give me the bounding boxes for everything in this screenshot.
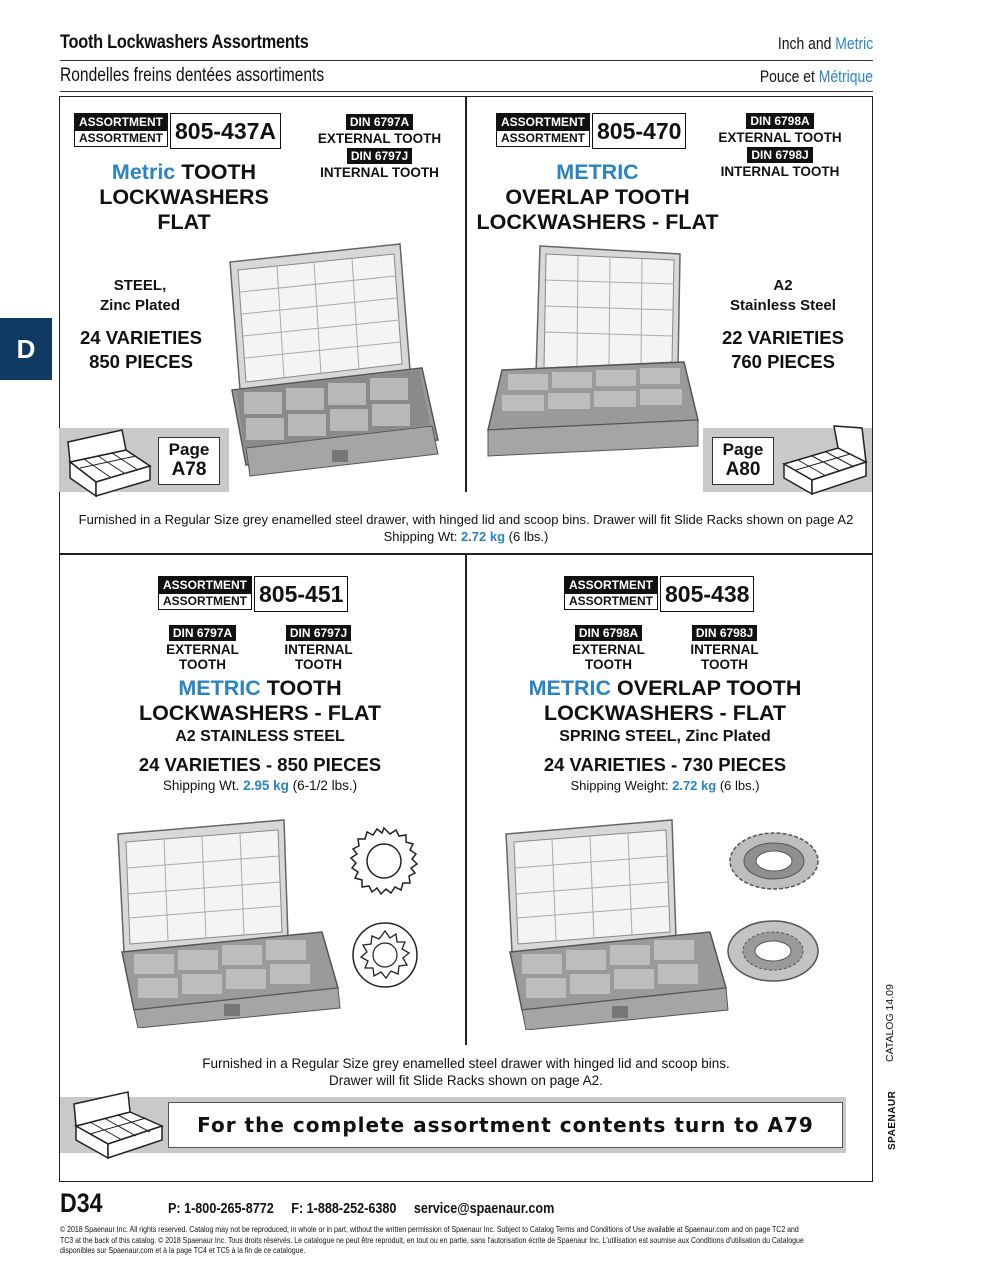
- assortment-number: 805-451: [254, 576, 348, 612]
- drawer-note-top: [62, 511, 870, 545]
- din-block-p2: [710, 112, 850, 179]
- title-text: TOOTH: [175, 160, 257, 184]
- material-line: A2: [773, 277, 793, 294]
- varieties: 24 VARIETIES: [79, 327, 202, 348]
- header-rule: [60, 60, 873, 61]
- page-title: Tooth Lockwashers Assortments: [60, 32, 309, 53]
- din-text: INTERNAL TOOTH: [720, 164, 840, 179]
- page-title-fr: Rondelles freins dentées assortiments: [60, 65, 325, 86]
- page-label: Page: [722, 440, 764, 459]
- din-external-p4: [556, 624, 661, 672]
- assortment-badge-805-437a: [74, 113, 281, 149]
- quantity-p1: [66, 326, 216, 374]
- units-fr-prefix: Pouce et: [759, 67, 819, 86]
- banner-text: For the complete assortment contents turn to A79: [197, 1113, 814, 1137]
- page-number: D34: [60, 1188, 103, 1218]
- page-ref-a78[interactable]: [158, 437, 220, 485]
- material: SPRING STEEL, Zinc Plated: [559, 728, 771, 745]
- din-text: TOOTH: [701, 657, 748, 672]
- external-overlap-washer-icon: [728, 830, 820, 892]
- shipping-lbs: (6 lbs.): [716, 778, 760, 793]
- din-block-p1: [312, 113, 447, 180]
- copyright-line: disponibles sur Spaenaur.com et à la page TC4 et TC5 à la fin de ce catalogue.: [60, 1245, 306, 1255]
- assortment-label-fr: ASSORTMENT: [74, 130, 168, 147]
- title-line: OVERLAP TOOTH: [505, 185, 690, 209]
- title-line: LOCKWASHERS - FLAT: [138, 701, 382, 725]
- shipping-kg: 2.72 kg: [460, 529, 506, 544]
- material-p1: [70, 276, 210, 316]
- din-internal-p3: [266, 624, 371, 672]
- assortment-number: 805-437A: [170, 113, 281, 149]
- shipping-label: Shipping Weight:: [570, 778, 673, 793]
- product-title-p1: [64, 160, 304, 235]
- divider-top: [465, 97, 467, 492]
- assortment-label-fr: ASSORTMENT: [564, 593, 658, 610]
- din-badge: DIN 6797A: [169, 625, 236, 641]
- assortment-number: 805-438: [660, 576, 754, 612]
- page-label: Page: [168, 440, 210, 459]
- title-highlight: METRIC: [528, 676, 612, 700]
- din-text: TOOTH: [585, 657, 632, 672]
- title-line: LOCKWASHERS - FLAT: [476, 210, 719, 234]
- footer-contact: [168, 1200, 554, 1217]
- shipping-kg: 2.95 kg: [243, 778, 289, 793]
- din-text: EXTERNAL: [166, 642, 239, 657]
- material-line: Stainless Steel: [730, 297, 836, 314]
- din-text: EXTERNAL: [572, 642, 645, 657]
- din-text: EXTERNAL TOOTH: [317, 131, 442, 146]
- internal-tooth-washer-icon: [350, 920, 420, 990]
- section-tab[interactable]: D: [0, 318, 52, 380]
- units-fr: [760, 67, 873, 87]
- shipping-label: Shipping Wt:: [383, 529, 461, 544]
- divider-bottom: [465, 555, 467, 1045]
- din-badge: DIN 6798A: [575, 625, 642, 641]
- drawer-image: [500, 818, 735, 1030]
- din-text: INTERNAL: [690, 642, 759, 657]
- copyright-notice: [60, 1224, 872, 1256]
- assortment-label: ASSORTMENT: [74, 113, 168, 130]
- drawer-note-bottom: [62, 1055, 870, 1089]
- drawer-icon: [778, 424, 870, 496]
- material: A2 STAINLESS STEEL: [175, 728, 345, 745]
- shipping-lbs: (6-1/2 lbs.): [288, 778, 358, 793]
- title-highlight: METRIC: [556, 160, 639, 184]
- header-rule-fr: [60, 91, 873, 92]
- quantity-p2: [708, 326, 858, 374]
- units-en-metric: Metric: [835, 34, 873, 53]
- assortment-badge-805-451: [158, 576, 348, 612]
- page-number: A80: [725, 459, 761, 480]
- catalog-version: CATALOG 14.09: [884, 984, 896, 1062]
- assortment-label-fr: ASSORTMENT: [496, 130, 590, 147]
- din-badge: DIN 6797J: [286, 625, 351, 641]
- units-en-prefix: Inch and: [777, 34, 836, 53]
- pieces: 760 PIECES: [731, 351, 835, 372]
- din-text: TOOTH: [179, 657, 226, 672]
- din-external-p3: [150, 624, 255, 672]
- internal-overlap-washer-icon: [726, 918, 820, 984]
- din-badge: DIN 6797J: [347, 148, 412, 164]
- drawer-note-line: Furnished in a Regular Size grey enamelled steel drawer, with hinged lid and scoop bins. Drawer will fit Slide Racks shown on page A2: [78, 512, 854, 527]
- assortment-label: ASSORTMENT: [158, 576, 252, 593]
- drawer-image: [112, 818, 347, 1028]
- product-title-p4: [494, 676, 836, 794]
- material-line: STEEL,: [113, 277, 167, 294]
- varieties-pieces: 24 VARIETIES - 850 PIECES: [138, 754, 382, 775]
- footer-fax[interactable]: F: 1-888-252-6380: [291, 1200, 397, 1217]
- copyright-line: TC3 at the back of this catalog. © 2018 Spaenaur Inc. Tous droits réservés. Le catalogue ne peut être reproduit, en tout ou en partie, sans l'autorisation écrite de Spaenaur Inc. L'utilisation est soumise aux Conditions d'utilisation du Catalogue: [60, 1234, 804, 1245]
- din-badge: DIN 6797A: [346, 114, 413, 130]
- title-line: FLAT: [157, 210, 211, 234]
- title-highlight: METRIC: [178, 676, 261, 700]
- material-line: Zinc Plated: [99, 297, 181, 314]
- title-line: LOCKWASHERS - FLAT: [543, 701, 787, 725]
- external-tooth-washer-icon: [348, 825, 420, 897]
- page-ref-a80[interactable]: [712, 437, 774, 485]
- units-fr-metric: Métrique: [818, 67, 873, 86]
- drawer-image: [484, 240, 706, 460]
- shipping-label: Shipping Wt.: [162, 778, 244, 793]
- banner-box[interactable]: [168, 1102, 843, 1148]
- assortment-badge-805-438: [564, 576, 754, 612]
- product-title-p3: [90, 676, 430, 794]
- shipping-kg: 2.72 kg: [672, 778, 717, 793]
- product-title-p2: [470, 160, 725, 235]
- brand-logo: SPAENAUR: [887, 1090, 898, 1150]
- footer-email[interactable]: service@spaenaur.com: [413, 1200, 555, 1217]
- page-number: A78: [171, 459, 207, 480]
- footer-phone[interactable]: P: 1-800-265-8772: [168, 1200, 274, 1217]
- din-badge: DIN 6798J: [692, 625, 757, 641]
- drawer-note-line: Drawer will fit Slide Racks shown on page A2.: [329, 1073, 603, 1088]
- din-badge: DIN 6798J: [747, 147, 812, 163]
- drawer-note-line: Furnished in a Regular Size grey enamelled steel drawer with hinged lid and scoop bins.: [202, 1056, 730, 1071]
- pieces: 850 PIECES: [89, 351, 193, 372]
- assortment-badge-805-470: [496, 113, 686, 149]
- assortment-label: ASSORTMENT: [496, 113, 590, 130]
- units-en: [778, 34, 873, 54]
- din-text: INTERNAL: [284, 642, 353, 657]
- drawer-icon: [70, 1090, 170, 1160]
- assortment-label-fr: ASSORTMENT: [158, 593, 252, 610]
- title-highlight: Metric: [111, 160, 176, 184]
- varieties: 22 VARIETIES: [721, 327, 844, 348]
- assortment-number: 805-470: [592, 113, 686, 149]
- din-text: EXTERNAL TOOTH: [718, 130, 842, 145]
- assortment-label: ASSORTMENT: [564, 576, 658, 593]
- din-text: TOOTH: [295, 657, 342, 672]
- title-line: LOCKWASHERS: [99, 185, 269, 209]
- din-internal-p4: [672, 624, 777, 672]
- varieties-pieces: 24 VARIETIES - 730 PIECES: [543, 754, 787, 775]
- material-p2: [712, 276, 854, 316]
- copyright-line: © 2018 Spaenaur Inc. All rights reserved. Catalog may not be reproduced, in whole or in part, without the written permission of Spaenaur Inc. Subject to Catalog Terms and Conditions of Use available at Spaenaur.com and on page TC2 and: [60, 1224, 799, 1234]
- din-badge: DIN 6798A: [746, 113, 813, 129]
- title-text: TOOTH: [260, 676, 342, 700]
- drawer-image: [222, 240, 444, 480]
- din-text: INTERNAL TOOTH: [320, 165, 439, 180]
- title-text: OVERLAP TOOTH: [611, 676, 802, 700]
- shipping-lbs: (6 lbs.): [505, 529, 549, 544]
- drawer-icon: [66, 426, 156, 498]
